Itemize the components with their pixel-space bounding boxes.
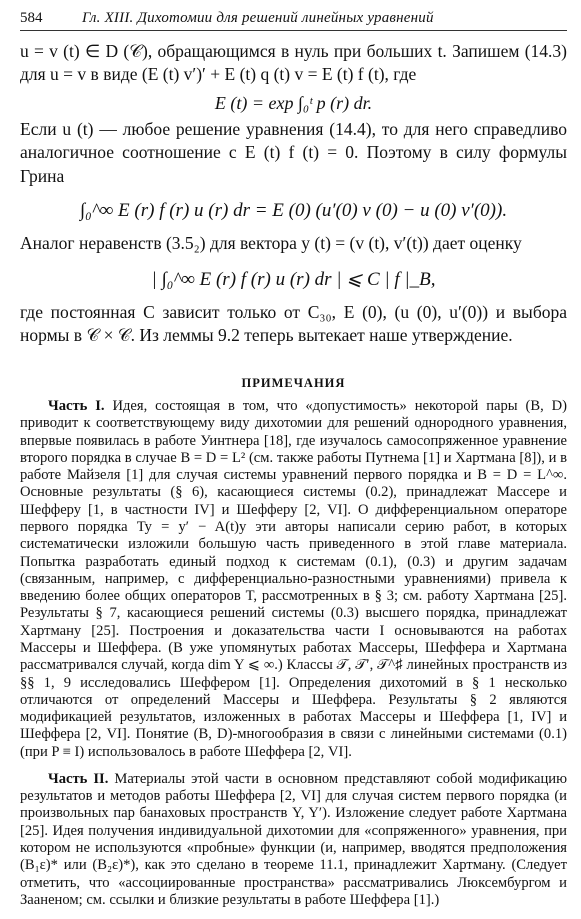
formula-exp: E (t) = exp ∫₀ᵗ p (r) dr.	[214, 92, 373, 113]
paragraph-1: u = v (t) ∈ D (𝒞), обращающимся в нуль при больших t. Запишем (14.3) для u = v в виде (E (t) v′)′ + E (t) q (t) v = E (t) f (t), где	[20, 41, 567, 85]
paragraph-2: Если u (t) — любое решение уравнения (14.4), то для него справедливо аналогичное соотношение с E (t) f (t) = 0. Поэтому в силу формулы Грина	[20, 118, 567, 186]
part-2-text: Материалы этой части в основном представляют собой модификацию результатов и методов работы Шеффера [2, VI] для случая систем первого порядка (и произвольных пар банаховых пространств Y, Y′). Изложение следует работе Хартмана [25]. Идея получения индивидуальной дихотомии для «сопряженного» уравнения, при котором не используются «пробные» функции (и, например, вводятся предположения (B₁ε)* или (B₂ε)*), как это сделано в теореме 11.1, принадлежит Хартману. (Следует отметить, что «ассоциированные пространства» рассматривались Люксембургом и Зааненом; см. ссылки и близкие результаты в работе Шеффера [1].)	[20, 770, 567, 908]
running-head: Гл. XIII. Дихотомии для решений линейных уравнений	[82, 9, 434, 26]
part-1-label: Часть I.	[48, 398, 105, 414]
page-number: 584	[20, 9, 43, 26]
part-2-label: Часть II.	[48, 770, 109, 787]
paragraph-4: где постоянная C зависит только от C₃₀, E (0), (u (0), u′(0)) и выбора нормы в 𝒞 × 𝒞. Из леммы 9.2 теперь вытекает наше утверждение.	[20, 301, 567, 346]
formula-green: ∫₀^∞ E (r) f (r) u (r) dr = E (0) (u′(0) v (0) − u (0) v′(0)).	[79, 200, 508, 222]
formula-estimate: | ∫₀^∞ E (r) f (r) u (r) dr | ⩽ C | f |_B,	[151, 268, 436, 290]
main-text	[20, 40, 567, 348]
notes-section	[20, 398, 567, 919]
paragraph-3: Аналог неравенств (3.5₂) для вектора y (t) = (v (t), v′(t)) дает оценку	[20, 233, 522, 254]
notes-title: ПРИМЕЧАНИЯ	[241, 376, 346, 390]
note-part-2	[20, 771, 567, 909]
part-1-text: Идея, состоящая в том, что «допустимость» некоторой пары (B, D) приводит к соответствующему виду дихотомии для решений однородного уравнения, впервые появилась в работе Уинтнера [18], где изучалось самосопряженное уравнение второго порядка в случае B = D = L² (см. также работы Путнема [1] и Хартмана [8]), и в работе Майзеля [1] для случая системы уравнений первого порядка и B = D = L^∞. Основные результаты (§ 6), касающиеся системы (0.2), принадлежат Массере и Шефферу [1, в частности IV] и Шефферу [2, VI]. О дифференциальном операторе первого порядка Ty = y′ − A(t)y эти авторы написали серию работ, в которых систематически изложили большую часть приведенного в этой главе материала. Попытка разработать единый подход к системам (0.1), (0.3) и другим задачам (связанным, например, с дифференциально-разностными уравнениями) привела к введению более общих операторов T, рассмотренных в § 3; см. работу Хартмана [25]. Результаты § 7, касающиеся решений системы (0.3) высшего порядка, принадлежат Хартману [25]. Построения и доказательства части I основываются на работах Массеры и Шеффера. (В уже упомянутых работах Массеры, Шеффера и Хартмана рассматривался случай, когда dim Y ⩽ ∞.) Классы 𝒯, 𝒯′, 𝒯^♯ линейных пространств из §§ 1, 9 исследовались Шеффером [1]. Определения дихотомий в § 1 несколько отличаются от определений Массеры и Шеффера. Результаты § 2 являются модификацией результатов, изложенных в работах Массеры и Шеффера [1, IV] и Шеффера [2, VI]. Понятие (B, D)-многообразия в связи с линейными системами (0.1) (при P ≡ I) использовалось в работе Шеффера [2, VI].	[20, 398, 567, 760]
page-header	[20, 6, 567, 31]
note-part-1	[20, 398, 567, 761]
